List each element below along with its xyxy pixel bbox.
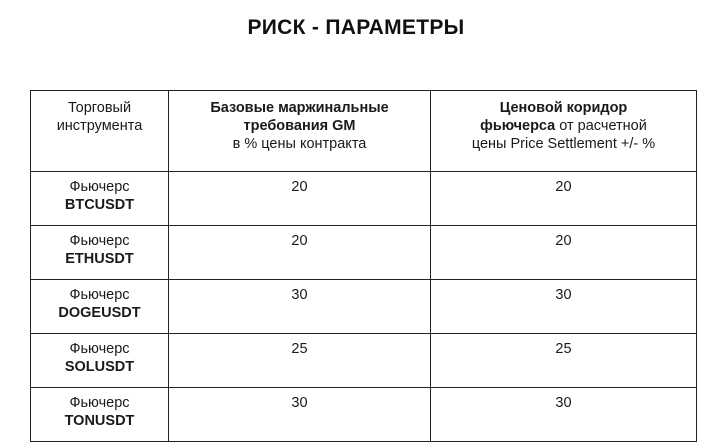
page-title: РИСК - ПАРАМЕТРЫ <box>247 16 465 39</box>
instrument-type: Фьючерс <box>69 341 130 357</box>
header-corridor-bold-line: Ценовой коридор <box>499 100 628 116</box>
table-row <box>31 388 697 442</box>
instrument-type: Фьючерс <box>69 233 130 249</box>
instrument-cell <box>31 172 169 226</box>
table-header-row <box>31 91 697 172</box>
header-margin <box>169 91 431 172</box>
header-margin-note: в % цены контракта <box>232 136 367 152</box>
corridor-cell: 25 <box>431 334 697 388</box>
instrument-type: Фьючерс <box>69 287 130 303</box>
header-corridor-mixed-line <box>431 117 696 135</box>
corridor-cell: 20 <box>431 172 697 226</box>
instrument-ticker: BTCUSDT <box>64 197 135 213</box>
header-instrument-line-1: Торговый <box>67 100 132 116</box>
instrument-ticker: SOLUSDT <box>64 359 135 375</box>
instrument-cell <box>31 388 169 442</box>
margin-cell: 20 <box>169 226 431 280</box>
corridor-cell: 30 <box>431 280 697 334</box>
instrument-type: Фьючерс <box>69 179 130 195</box>
instrument-ticker: ETHUSDT <box>65 251 134 267</box>
table-row <box>31 280 697 334</box>
risk-parameters-table <box>30 90 697 442</box>
instrument-ticker: DOGEUSDT <box>58 305 141 321</box>
instrument-ticker: TONUSDT <box>64 413 135 429</box>
header-corridor <box>431 91 697 172</box>
table-row <box>31 226 697 280</box>
margin-cell: 30 <box>169 388 431 442</box>
margin-cell: 20 <box>169 172 431 226</box>
instrument-cell <box>31 226 169 280</box>
header-instrument <box>31 91 169 172</box>
instrument-cell <box>31 280 169 334</box>
header-margin-bold-line-2: требования GM <box>243 118 356 134</box>
corridor-cell: 30 <box>431 388 697 442</box>
corridor-cell: 20 <box>431 226 697 280</box>
margin-cell: 25 <box>169 334 431 388</box>
table-row <box>31 172 697 226</box>
header-corridor-normal-part: от расчетной <box>555 118 647 134</box>
header-margin-bold-line-1: Базовые маржинальные <box>210 100 389 116</box>
table-row <box>31 334 697 388</box>
header-corridor-note: цены Price Settlement +/- % <box>471 136 656 152</box>
margin-cell: 30 <box>169 280 431 334</box>
header-instrument-line-2: инструмента <box>56 118 143 134</box>
instrument-cell <box>31 334 169 388</box>
header-corridor-bold-part: фьючерса <box>480 118 556 134</box>
instrument-type: Фьючерс <box>69 395 130 411</box>
